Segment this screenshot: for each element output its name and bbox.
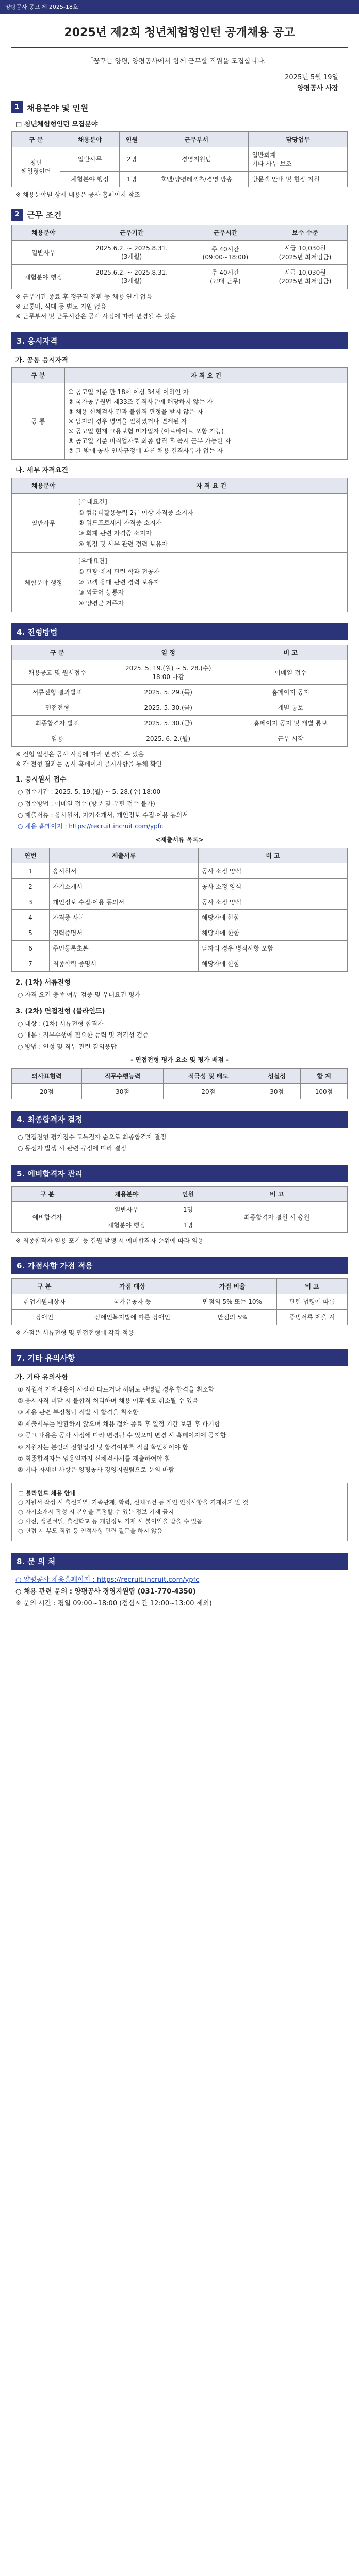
note-text: ※ 최종합격자 임용 포기 등 결원 발생 시 예비합격자 순위에 따라 임용 — [15, 1237, 204, 1245]
section-title: 가점사항 가점 적용 — [27, 1261, 93, 1270]
table-cell: 2025. 5. 19.(월) ~ 5. 28.(수) 18:00 마감 — [103, 660, 234, 685]
table-header: 담당업무 — [249, 131, 348, 147]
table-cell: 일반사무 — [83, 1202, 170, 1217]
list-item: ○ 동점자 발생 시 관련 규정에 따라 결정 — [18, 1144, 127, 1152]
table-cell: 체험분야 행정 — [60, 171, 120, 187]
table-cell: 남자의 경우 병적사항 포함 — [199, 941, 348, 956]
section-header-conditions — [11, 209, 348, 221]
conditions-table — [11, 225, 348, 289]
intro-text: 「꿈꾸는 양평, 양평공사에서 함께 근무할 직원을 모집합니다.」 — [86, 58, 273, 65]
table-header: 적극성 및 태도 — [164, 1068, 253, 1083]
table-row — [12, 925, 348, 941]
table-cell: 체험분야 행정 — [83, 1217, 170, 1233]
section-number: 3 — [17, 336, 22, 346]
note-text: ※ 채용분야별 상세 내용은 공사 홈페이지 참조 — [15, 191, 140, 198]
table-cell: 20점 — [12, 1083, 82, 1099]
bonus-table — [11, 1278, 348, 1325]
table-header: 가점 대상 — [77, 1278, 188, 1294]
section-banner-misc: 7. 기타 유의사항 — [11, 1349, 348, 1366]
section-header-positions — [11, 101, 348, 113]
section-number: 2 — [11, 209, 23, 221]
list-item: ④ 남자의 경우 병역을 필하였거나 면제된 자 — [68, 418, 187, 426]
section-number: 8 — [17, 1556, 22, 1566]
section-title: 채용분야 및 인원 — [27, 103, 89, 113]
table-row — [12, 1309, 348, 1325]
table-cell: 일반사무 — [12, 494, 75, 553]
table-cell: 이메일 접수 — [234, 660, 347, 685]
table-header-row — [12, 645, 348, 660]
table-cell: 일반회계 기타 사무 보조 — [249, 147, 348, 171]
list-item: ⑥ 공고일 기준 미취업자로 최종 합격 후 즉시 근무 가능한 자 — [68, 437, 231, 445]
note-text: ※ 가점은 서류전형 및 면접전형에 각각 적용 — [15, 1329, 135, 1336]
table-row — [12, 1294, 348, 1309]
subsection-title: □ 청년체험형인턴 모집분야 — [15, 120, 98, 128]
table-cell: 일반사무 — [12, 241, 75, 265]
table-cell: 국가유공자 등 — [77, 1294, 188, 1309]
table-header: 인원 — [119, 131, 144, 147]
table-cell: 응시원서 — [50, 863, 199, 879]
table-header-row — [12, 848, 348, 863]
list-item: ○ 방법 : 인성 및 직무 관련 질의응답 — [18, 1043, 117, 1050]
list-item: ○ 접수기간 : 2025. 5. 19.(월) ~ 5. 28.(수) 18:00 — [18, 788, 161, 796]
contact-phone: ○ 채용 관련 문의 : 양평공사 경영지원팀 (031-770-4350) — [15, 1588, 196, 1596]
table-cell: 취업지원대상자 — [12, 1294, 77, 1309]
section-number: 6 — [17, 1261, 22, 1270]
table-cell: 2025.6.2. ~ 2025.8.31. (3개월) — [75, 241, 188, 265]
section-banner-final: 4. 최종합격자 결정 — [11, 1111, 348, 1128]
list-item: ③ 채용 관련 부정청탁 적발 시 합격을 취소함 — [18, 1409, 139, 1416]
table-header-row — [12, 1187, 348, 1202]
table-cell: 100점 — [300, 1083, 347, 1099]
table-header: 성실성 — [253, 1068, 301, 1083]
detail-qualifications-table — [11, 478, 348, 612]
table-cell: 청년 체험형인턴 — [12, 147, 60, 187]
table-row — [12, 241, 348, 265]
section-number: 4 — [17, 628, 22, 637]
section-banner-bonus: 6. 가점사항 가점 적용 — [11, 1257, 348, 1274]
table-header: 가점 비율 — [188, 1278, 276, 1294]
table-header: 의사표현력 — [12, 1068, 82, 1083]
table-header: 채용분야 — [60, 131, 120, 147]
schedule-table — [11, 645, 348, 747]
table-cell: 2025. 5. 30.(금) — [103, 700, 234, 716]
table-cell: 주 40시간 (09:00~18:00) — [188, 241, 263, 265]
table-cell: 홈페이지 공지 및 개별 통보 — [234, 716, 347, 731]
list-item: ④ 제출서류는 반환하지 않으며 채용 절차 종료 후 일정 기간 보관 후 파기함 — [18, 1420, 220, 1428]
table-header: 근무기간 — [75, 225, 188, 241]
table-cell: 최종합격자 결원 시 충원 — [206, 1202, 348, 1233]
table-header-row — [12, 131, 348, 147]
list-item: ⑤ 공고 내용은 공사 사정에 따라 변경될 수 있으며 변경 시 홈페이지에 공지함 — [18, 1432, 226, 1439]
subsection-title: 3. (2차) 면접전형 (블라인드) — [15, 1007, 105, 1015]
table-cell: 공 통 — [12, 383, 65, 460]
common-qualifications-table — [11, 367, 348, 460]
table-row — [12, 910, 348, 925]
table-cell: 자기소개서 — [50, 879, 199, 894]
table-cell: 3 — [12, 894, 50, 910]
contact-link[interactable]: ○ 양평공사 채용홈페이지 : https://recruit.incruit.com/ypfc — [15, 1575, 200, 1584]
table-row — [12, 879, 348, 894]
table-cell: 증빙서류 제출 시 — [277, 1309, 348, 1325]
table-cell: 관련 법령에 따름 — [277, 1294, 348, 1309]
section-banner-contact: 8. 문 의 처 — [11, 1553, 348, 1570]
table-header: 비 고 — [234, 645, 347, 660]
table-cell: 예비합격자 — [12, 1202, 83, 1233]
table-cell: 최종합격자 발표 — [12, 716, 103, 731]
table-row — [12, 731, 348, 747]
table-cell: [우대요건] ① 관광·레저 관련 학과 전공자 ② 고객 응대 관련 경력 보유자 ③ 외국어 능통자 ④ 양평군 거주자 — [75, 553, 348, 612]
table-header-row — [12, 1278, 348, 1294]
table-cell: 시급 10,030원 (2025년 최저임금) — [263, 265, 348, 289]
list-item: ⑤ 공고일 현재 고용보험 미가입자 (아르바이트 포함 가능) — [68, 428, 224, 435]
table-row — [12, 1083, 348, 1099]
table-cell: 해당자에 한함 — [199, 910, 348, 925]
section-title: 전형방법 — [27, 628, 58, 637]
note-text: ※ 근무부서 및 근무시간은 공사 사정에 따라 변경될 수 있음 — [15, 312, 176, 320]
page-title: 2025년 제2회 청년체험형인턴 공개채용 공고 — [64, 26, 295, 39]
interview-list — [18, 1019, 341, 1052]
table-cell: 2025.6.2. ~ 2025.8.31. (3개월) — [75, 265, 188, 289]
table-cell: 30점 — [253, 1083, 301, 1099]
issuing-org: 양평공사 사장 — [297, 84, 338, 92]
reserve-table — [11, 1186, 348, 1233]
table-cell: 해당자에 한함 — [199, 956, 348, 972]
table-cell: 일반사무 — [60, 147, 120, 171]
list-item: ③ 채용 신체검사 결과 불합격 판정을 받지 않은 자 — [68, 408, 203, 416]
table-cell: [우대요건] ① 컴퓨터활용능력 2급 이상 자격증 소지자 ② 워드프로세서 자격증 소지자 ③ 회계 관련 자격증 소지자 ④ 행정 및 사무 관련 경력 보유자 — [75, 494, 348, 553]
table-cell: 공사 소정 양식 — [199, 879, 348, 894]
list-item: ○ 자기소개서 작성 시 본인을 특정할 수 있는 정보 기재 금지 — [18, 1508, 174, 1516]
table-header: 채용분야 — [12, 225, 75, 241]
apply-list — [18, 787, 341, 832]
section-banner-selection: 4. 전형방법 — [11, 623, 348, 640]
list-item: ○ 면접전형 평가점수 고득점자 순으로 최종합격자 결정 — [18, 1133, 167, 1141]
contact-block — [15, 1574, 344, 1610]
list-item: ② 국가공무원법 제33조 결격사유에 해당하지 않는 자 — [68, 398, 213, 406]
table-row — [12, 265, 348, 289]
evaluation-table — [11, 1068, 348, 1099]
top-bar: 양평공사 공고 제 2025-18호 — [0, 0, 359, 14]
table-row — [12, 383, 348, 460]
list-item: ○ 대상 : (1차) 서류전형 합격자 — [18, 1020, 104, 1027]
table-row — [12, 941, 348, 956]
table-cell: 주민등록초본 — [50, 941, 199, 956]
table-cell: 주 40시간 (교대 근무) — [188, 265, 263, 289]
table-cell: 호텔/양평레포츠/경영 방송 — [144, 171, 249, 187]
list-item: ① 지원서 기재내용이 사실과 다르거나 허위로 판명될 경우 합격을 취소함 — [18, 1385, 215, 1393]
subsection-title: 2. (1차) 서류전형 — [15, 979, 71, 987]
table-cell: 공사 소정 양식 — [199, 863, 348, 879]
list-item: ○ 면접 시 부모 직업 등 인적사항 관련 질문을 하지 않음 — [18, 1527, 162, 1535]
table-cell: 서류전형 결과발표 — [12, 685, 103, 700]
table-row — [12, 685, 348, 700]
list-item: ⑥ 지원자는 본인의 전형일정 및 합격여부를 직접 확인하여야 함 — [18, 1443, 189, 1451]
section-title: 최종합격자 결정 — [27, 1114, 83, 1124]
blind-notice-box — [11, 1483, 348, 1541]
misc-list — [18, 1384, 341, 1476]
table-cell: 2명 — [119, 147, 144, 171]
eval-title: - 면접전형 평가 요소 및 평가 배점 - — [130, 1056, 229, 1063]
table-row — [12, 894, 348, 910]
doc-screening-list — [18, 990, 341, 1000]
documents-table — [11, 848, 348, 972]
table-cell: 장애인복지법에 따른 장애인 — [77, 1309, 188, 1325]
notice-title: □ 블라인드 채용 안내 — [18, 1489, 76, 1497]
table-header: 자 격 요 건 — [75, 478, 348, 494]
table-row — [12, 863, 348, 879]
list-item: ○ 지원서 작성 시 출신지역, 가족관계, 학력, 신체조건 등 개인 인적사항을 기재하지 말 것 — [18, 1499, 249, 1506]
table-header: 채용분야 — [12, 478, 75, 494]
note-text: ※ 근무기간 종료 후 정규직 전환 등 채용 연계 없음 — [15, 293, 152, 301]
table-header: 제출서류 — [50, 848, 199, 863]
title-divider — [11, 47, 348, 48]
table-header: 근무시간 — [188, 225, 263, 241]
table-row — [12, 660, 348, 685]
notes-block — [15, 292, 344, 321]
list-item: ⑦ 그 밖에 공사 인사규정에 따른 채용 결격사유가 없는 자 — [68, 447, 223, 455]
table-header: 채용분야 — [83, 1187, 170, 1202]
table-cell: 경력증명서 — [50, 925, 199, 941]
section-title: 기타 유의사항 — [27, 1353, 75, 1363]
list-item: ⑧ 기타 자세한 사항은 양평공사 경영지원팀으로 문의 바람 — [18, 1466, 175, 1474]
note-text: ※ 각 전형 결과는 공사 홈페이지 공지사항을 통해 확인 — [15, 760, 162, 768]
subsection-title: 1. 응시원서 접수 — [15, 776, 67, 784]
list-item: ① 공고일 기준 만 18세 이상 34세 이하인 자 — [68, 388, 189, 396]
table-cell: 채용공고 및 원서접수 — [12, 660, 103, 685]
table-cell: 방문객 안내 및 현장 지원 — [249, 171, 348, 187]
table-header: 비 고 — [199, 848, 348, 863]
table-cell: 6 — [12, 941, 50, 956]
final-list — [18, 1132, 341, 1154]
table-header-row — [12, 368, 348, 383]
subsection-title: 가. 공통 응시자격 — [15, 357, 68, 365]
table-header: 비 고 — [277, 1278, 348, 1294]
table-header: 일 정 — [103, 645, 234, 660]
table-header: 구 분 — [12, 1187, 83, 1202]
section-number: 7 — [17, 1353, 22, 1363]
list-item: ○ 제출서류 : 응시원서, 자기소개서, 개인정보 수집·이용 동의서 — [18, 811, 188, 819]
table-header: 근무부서 — [144, 131, 249, 147]
table-row — [12, 553, 348, 612]
subsection-title: 나. 세부 자격요건 — [15, 467, 68, 475]
table-cell: 자격증 사본 — [50, 910, 199, 925]
table-row — [12, 700, 348, 716]
table-header: 비 고 — [206, 1187, 348, 1202]
table-cell: 1명 — [170, 1202, 206, 1217]
table-cell: 2025. 6. 2.(월) — [103, 731, 234, 747]
list-item: ② 응시자격 미달 시 불합격 처리하며 채용 이후에도 취소될 수 있음 — [18, 1397, 199, 1404]
table-cell: 30점 — [81, 1083, 163, 1099]
section-number: 1 — [11, 101, 23, 113]
section-title: 예비합격자 관리 — [27, 1169, 83, 1179]
table-row — [12, 956, 348, 972]
section-title: 근무 조건 — [27, 210, 62, 221]
list-item: ○ 접수방법 : 이메일 접수 (방문 및 우편 접수 불가) — [18, 800, 155, 807]
table-header: 합 계 — [300, 1068, 347, 1083]
section-number: 4 — [17, 1114, 22, 1124]
table-header: 보수 수준 — [263, 225, 348, 241]
notes-block — [15, 750, 344, 769]
list-item: ○ 사진, 생년월일, 출신학교 등 개인정보 기재 시 불이익을 받을 수 있음 — [18, 1517, 203, 1525]
table-cell: 개인정보 수집·이용 동의서 — [50, 894, 199, 910]
table-row — [12, 716, 348, 731]
note-text: ※ 전형 일정은 공사 사정에 따라 변경될 수 있음 — [15, 751, 144, 758]
table-row — [12, 171, 348, 187]
table-cell: 장애인 — [12, 1309, 77, 1325]
notice-date: 2025년 5월 19일 — [285, 73, 338, 81]
table-cell: 홈페이지 공지 — [234, 685, 347, 700]
table-header-row — [12, 478, 348, 494]
table-header: 인원 — [170, 1187, 206, 1202]
positions-table — [11, 131, 348, 187]
table-cell: 공사 소정 양식 — [199, 894, 348, 910]
table-row — [12, 494, 348, 553]
table-header: 직무수행능력 — [81, 1068, 163, 1083]
table-header: 연번 — [12, 848, 50, 863]
table-cell: 2 — [12, 879, 50, 894]
table-header-row — [12, 1068, 348, 1083]
section-title: 문 의 처 — [27, 1556, 56, 1566]
list-item: ○ 자격 요건 충족 여부 검증 및 우대요건 평가 — [18, 991, 141, 999]
table-cell: 임용 — [12, 731, 103, 747]
subsection-title: 가. 기타 유의사항 — [15, 1373, 68, 1381]
table-cell: 4 — [12, 910, 50, 925]
section-banner-reserve: 5. 예비합격자 관리 — [11, 1165, 348, 1182]
table-cell: 만점의 5% — [188, 1309, 276, 1325]
table-cell: 시급 10,030원 (2025년 최저임금) — [263, 241, 348, 265]
table-cell: 체험분야 행정 — [12, 553, 75, 612]
table-cell: 1명 — [119, 171, 144, 187]
section-title: 응시자격 — [27, 336, 58, 346]
table-cell: 최종학력 증명서 — [50, 956, 199, 972]
table-cell: 1 — [12, 863, 50, 879]
table-header: 구 분 — [12, 368, 65, 383]
table-header: 자 격 요 건 — [65, 368, 348, 383]
section-number: 5 — [17, 1169, 22, 1179]
table-cell: 2025. 5. 29.(목) — [103, 685, 234, 700]
table-header: 구 분 — [12, 1278, 77, 1294]
table-header: 구 분 — [12, 131, 60, 147]
table-cell: 5 — [12, 925, 50, 941]
table-cell: 해당자에 한함 — [199, 925, 348, 941]
table-cell: 20점 — [164, 1083, 253, 1099]
table-header-row — [12, 225, 348, 241]
table-cell — [65, 383, 348, 460]
list-item: ⑦ 최종합격자는 임용일까지 신체검사서를 제출하여야 함 — [18, 1454, 171, 1462]
table-cell: 경영지원팀 — [144, 147, 249, 171]
contact-hours: ※ 문의 시간 : 평일 09:00~18:00 (점심시간 12:00~13:00 제외) — [15, 1600, 212, 1608]
table-cell: 면접전형 — [12, 700, 103, 716]
table-cell: 체험분야 행정 — [12, 265, 75, 289]
table-header: 구 분 — [12, 645, 103, 660]
table-row — [12, 1202, 348, 1217]
table-cell: 만점의 5% 또는 10% — [188, 1294, 276, 1309]
table-row — [12, 147, 348, 171]
docs-title: <제출서류 목록> — [155, 836, 204, 843]
recruit-link[interactable]: ○ 채용 홈페이지 : https://recruit.incruit.com/ypfc — [18, 823, 164, 831]
table-cell: 1명 — [170, 1217, 206, 1233]
note-text: ※ 교통비, 식대 등 별도 지원 없음 — [15, 302, 106, 310]
list-item: ○ 내용 : 직무수행에 필요한 능력 및 적격성 검증 — [18, 1031, 149, 1039]
table-cell: 근무 시작 — [234, 731, 347, 747]
table-cell: 개별 통보 — [234, 700, 347, 716]
section-banner-qualifications: 3. 응시자격 — [11, 332, 348, 349]
table-cell: 7 — [12, 956, 50, 972]
table-cell: 2025. 5. 30.(금) — [103, 716, 234, 731]
